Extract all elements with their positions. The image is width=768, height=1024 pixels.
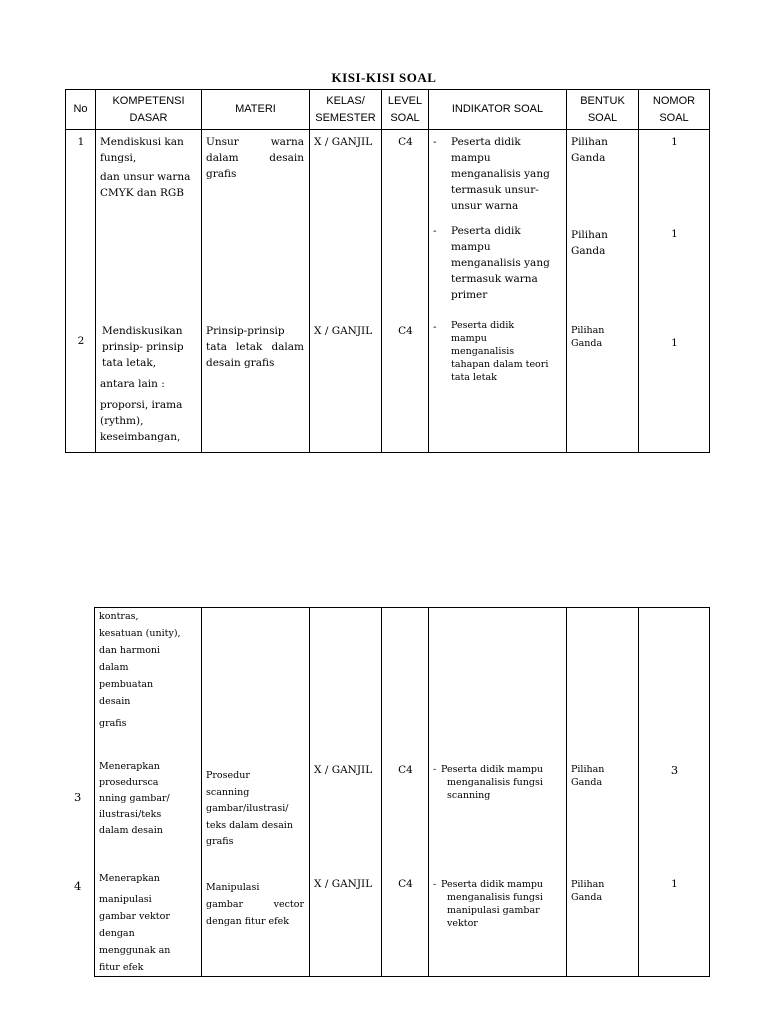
indikator-4: Peserta didik mampu menganalisis fungsi manipulasi gambar vektor: [441, 879, 544, 929]
bullet-dash: -: [433, 136, 437, 148]
indikator-2: Peserta didik mampu menganalisis tahapan dalam teori tata letak: [451, 320, 549, 383]
header-level-soal: LEVEL SOAL: [382, 90, 429, 130]
kisi-kisi-table-continued: [94, 607, 710, 977]
bullet-dash: -: [433, 321, 437, 333]
nomor-3: 3: [670, 763, 679, 777]
kelas-1: X / GANJIL: [314, 136, 373, 148]
row-number-1: 1: [77, 136, 85, 148]
bentuk-soal-cell: [567, 130, 639, 453]
table-row: [95, 608, 710, 977]
bentuk-3: Pilihan Ganda: [571, 764, 605, 788]
row-number-3: 3: [74, 790, 82, 804]
materi-cell: [202, 130, 310, 453]
kompetensi-dasar-4: Menerapkan manipulasi gambar vektor dengan menggunak an fitur efek: [99, 873, 171, 973]
indikator-1a: Peserta didik mampu menganalisis yang termasuk unsur- unsur warna: [451, 136, 550, 212]
kelas-2: X / GANJIL: [314, 325, 373, 337]
materi-cell: [202, 608, 310, 977]
materi-1: Unsur warna dalam desain grafis: [206, 136, 304, 180]
kompetensi-dasar-continued: kontras, kesatuan (unity), dan harmoni dalam pembuatan desain grafis: [99, 611, 181, 729]
bullet-dash: -: [433, 879, 437, 890]
level-1: C4: [398, 136, 413, 148]
materi-2: Prinsip-prinsip tata letak dalam desain grafis: [206, 325, 304, 369]
bentuk-1b: Pilihan Ganda: [571, 229, 608, 257]
kompetensi-dasar-1: Mendiskusi kan fungsi, dan unsur warna CMYK dan RGB: [100, 136, 191, 199]
nomor-2: 1: [671, 337, 678, 349]
kelas-4: X / GANJIL: [314, 878, 373, 890]
header-nomor-soal: NOMOR SOAL: [639, 90, 710, 130]
materi-4: Manipulasi gambar vector dengan fitur efek: [206, 882, 304, 927]
nomor-1a: 1: [671, 136, 678, 148]
header-kelas-semester: KELAS/ SEMESTER: [310, 90, 382, 130]
bullet-dash: -: [433, 764, 437, 775]
header-materi: MATERI: [202, 90, 310, 130]
row-number-2: 2: [77, 335, 85, 347]
indikator-3: Peserta didik mampu menganalisis fungsi scanning: [441, 764, 544, 801]
indikator-soal-cell: [429, 608, 567, 977]
level-4: C4: [398, 878, 413, 890]
row-number-cell: [66, 130, 96, 453]
level-2: C4: [398, 325, 413, 337]
kompetensi-dasar-2: Mendiskusikan prinsip- prinsip tata letak, antara lain : proporsi, irama (rythm), keseimbangan,: [100, 325, 184, 443]
nomor-soal-cell: [639, 130, 710, 453]
bentuk-2: Pilihan Ganda: [571, 325, 605, 349]
kompetensi-dasar-cell: [95, 608, 202, 977]
level-3: C4: [398, 764, 413, 776]
indikator-soal-cell: [429, 130, 567, 453]
bentuk-4: Pilihan Ganda: [571, 879, 605, 903]
document-title: KISI-KISI SOAL: [331, 70, 437, 85]
table-row: [66, 130, 710, 453]
level-soal-cell: [382, 608, 429, 977]
nomor-4: 1: [671, 878, 678, 890]
table-header-row: [66, 90, 710, 130]
header-bentuk-soal: BENTUK SOAL: [567, 90, 639, 130]
indikator-1b: Peserta didik mampu menganalisis yang termasuk warna primer: [451, 225, 550, 301]
header-indikator-soal: INDIKATOR SOAL: [429, 90, 567, 130]
kisi-kisi-table: [65, 89, 710, 453]
bentuk-1a: Pilihan Ganda: [571, 136, 608, 164]
kelas-semester-cell: [310, 608, 382, 977]
bentuk-soal-cell: [567, 608, 639, 977]
header-no: No: [66, 90, 96, 130]
materi-3: Prosedur scanning gambar/ilustrasi/ teks dalam desain grafis: [206, 770, 293, 847]
kelas-semester-cell: [310, 130, 382, 453]
header-kompetensi-dasar: KOMPETENSI DASAR: [96, 90, 202, 130]
kompetensi-dasar-cell: [96, 130, 202, 453]
nomor-soal-cell: [639, 608, 710, 977]
kompetensi-dasar-3: Menerapkan prosedursca nning gambar/ ilustrasi/teks dalam desain: [99, 761, 170, 836]
kelas-3: X / GANJIL: [314, 764, 373, 776]
row-number-4: 4: [74, 879, 82, 893]
nomor-1b: 1: [671, 228, 678, 240]
level-soal-cell: [382, 130, 429, 453]
bullet-dash: -: [433, 225, 437, 237]
